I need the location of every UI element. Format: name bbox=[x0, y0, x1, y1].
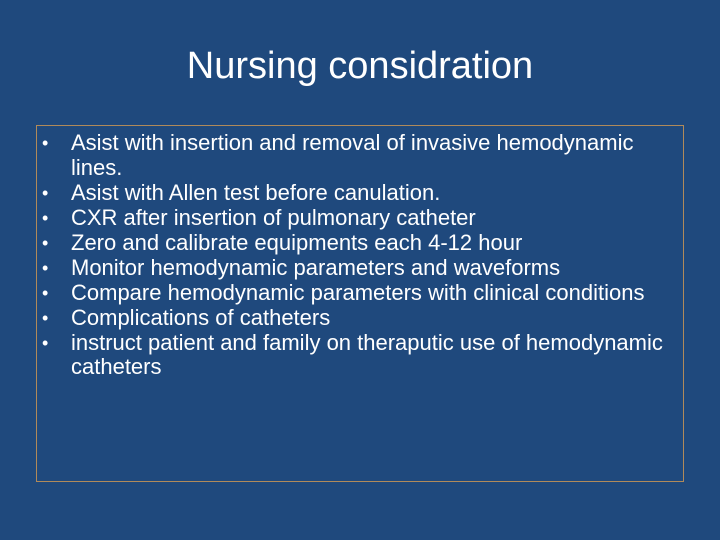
bullet-icon: • bbox=[42, 332, 49, 353]
bullet-icon: • bbox=[42, 133, 49, 153]
bullet-item bbox=[37, 256, 677, 281]
bullet-item bbox=[37, 181, 677, 206]
bullet-icon: • bbox=[42, 282, 49, 303]
bullet-text: Complications of catheters bbox=[71, 304, 331, 330]
bullet-text: Compare hemodynamic parameters with clinical conditions bbox=[71, 279, 645, 305]
bullet-icon: • bbox=[42, 232, 49, 253]
bullet-icon: • bbox=[42, 307, 49, 328]
slide-title: Nursing considration bbox=[186, 45, 534, 87]
bullet-item bbox=[37, 306, 677, 331]
bullet-item bbox=[37, 206, 677, 231]
bullet-item bbox=[37, 231, 677, 256]
bullet-text: Asist with Allen test before canulation. bbox=[71, 179, 441, 205]
bullet-list bbox=[37, 131, 677, 380]
content-box bbox=[36, 125, 684, 482]
bullet-text: Asist with insertion and removal of invasive hemodynamic lines. bbox=[71, 130, 634, 180]
bullet-icon: • bbox=[42, 207, 49, 228]
bullet-icon: • bbox=[42, 182, 49, 203]
bullet-text: Zero and calibrate equipments each 4-12 hour bbox=[71, 229, 523, 255]
bullet-item bbox=[37, 131, 677, 180]
bullet-item bbox=[37, 281, 677, 306]
bullet-item bbox=[37, 331, 677, 380]
bullet-text: Monitor hemodynamic parameters and waveforms bbox=[71, 254, 561, 280]
bullet-icon: • bbox=[42, 257, 49, 278]
bullet-text: instruct patient and family on theraputic use of hemodynamic catheters bbox=[71, 329, 663, 379]
bullet-text: CXR after insertion of pulmonary catheter bbox=[71, 204, 476, 230]
